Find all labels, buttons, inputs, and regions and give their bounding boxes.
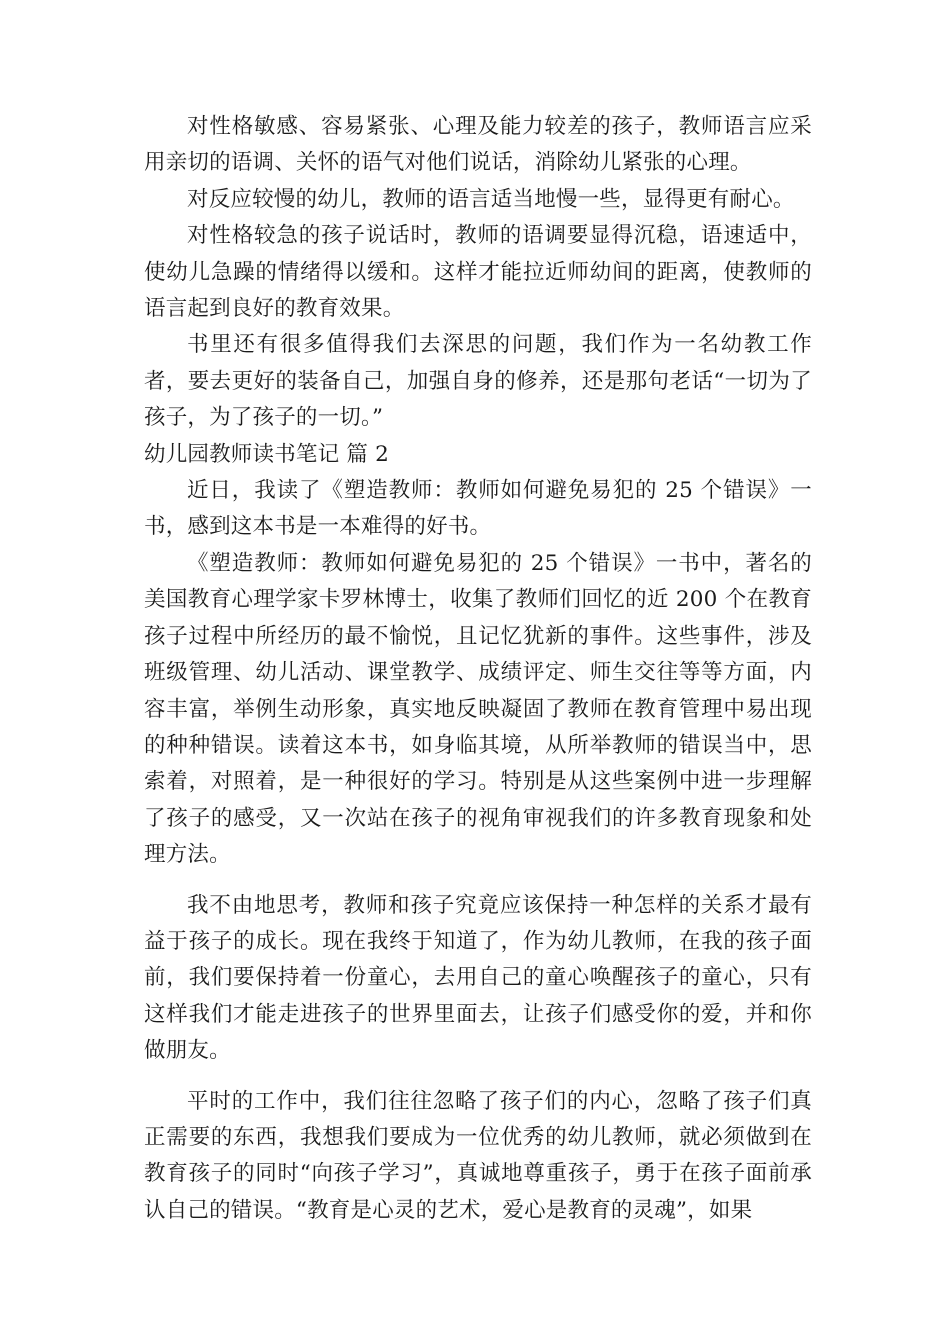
paragraph-learning-from-children: 平时的工作中，我们往往忽略了孩子们的内心，忽略了孩子们真正需要的东西，我想我们要成为一位优秀的幼儿教师，就必须做到在教育孩子的同时“向孩子学习”，真诚地尊重孩子，勇于在孩子面前承认自己的错误。“教育是心灵的艺术，爱心是教育的灵魂”，如果 xyxy=(144,1088,812,1223)
paragraph-impatient-children: 对性格较急的孩子说话时，教师的语调要显得沉稳，语速适中，使幼儿急躁的情绪得以缓和。这样才能拉近师幼间的距离，使教师的语言起到良好的教育效果。 xyxy=(144,223,812,322)
paragraph-teacher-child-relationship: 我不由地思考，教师和孩子究竟应该保持一种怎样的关系才最有益于孩子的成长。现在我终于知道了，作为幼儿教师，在我的孩子面前，我们要保持着一份童心，去用自己的童心唤醒孩子的童心，只有这样我们才能走进孩子的世界里面去，让孩子们感受你的爱，并和你做朋友。 xyxy=(144,892,812,1064)
paragraph-intro-book: 近日，我读了《塑造教师：教师如何避免易犯的 25 个错误》一书，感到这本书是一本难得的好书。 xyxy=(144,478,812,540)
paragraph-sensitive-children: 对性格敏感、容易紧张、心理及能力较差的孩子，教师语言应采用亲切的语调、关怀的语气对他们说话，消除幼儿紧张的心理。 xyxy=(144,114,812,176)
paragraph-book-content: 《塑造教师：教师如何避免易犯的 25 个错误》一书中，著名的美国教育心理学家卡罗林博士，收集了教师们回忆的近 200 个在教育孩子过程中所经历的最不愉悦，且记忆犹新的事件。这些事件，涉及班级管理、幼儿活动、课堂教学、成绩评定、师生交往等等方面，内容丰富，举例生动形象，真实地反映凝固了教师在教育管理中易出现的种种错误。读着这本书，如身临其境，从所举教师的错误当中，思索着，对照着，是一种很好的学习。特别是从这些案例中进一步理解了孩子的感受，又一次站在孩子的视角审视我们的许多教育现象和处理方法。 xyxy=(144,550,812,868)
document-body xyxy=(144,109,812,1229)
paragraph-book-reflection: 书里还有很多值得我们去深思的问题，我们作为一名幼教工作者，要去更好的装备自己，加强自身的修养，还是那句老话“一切为了孩子，为了孩子的一切。” xyxy=(144,332,812,431)
section-heading: 幼儿园教师读书笔记 篇 2 xyxy=(144,441,389,467)
paragraph-slow-children: 对反应较慢的幼儿，教师的语言适当地慢一些，显得更有耐心。 xyxy=(187,186,795,212)
